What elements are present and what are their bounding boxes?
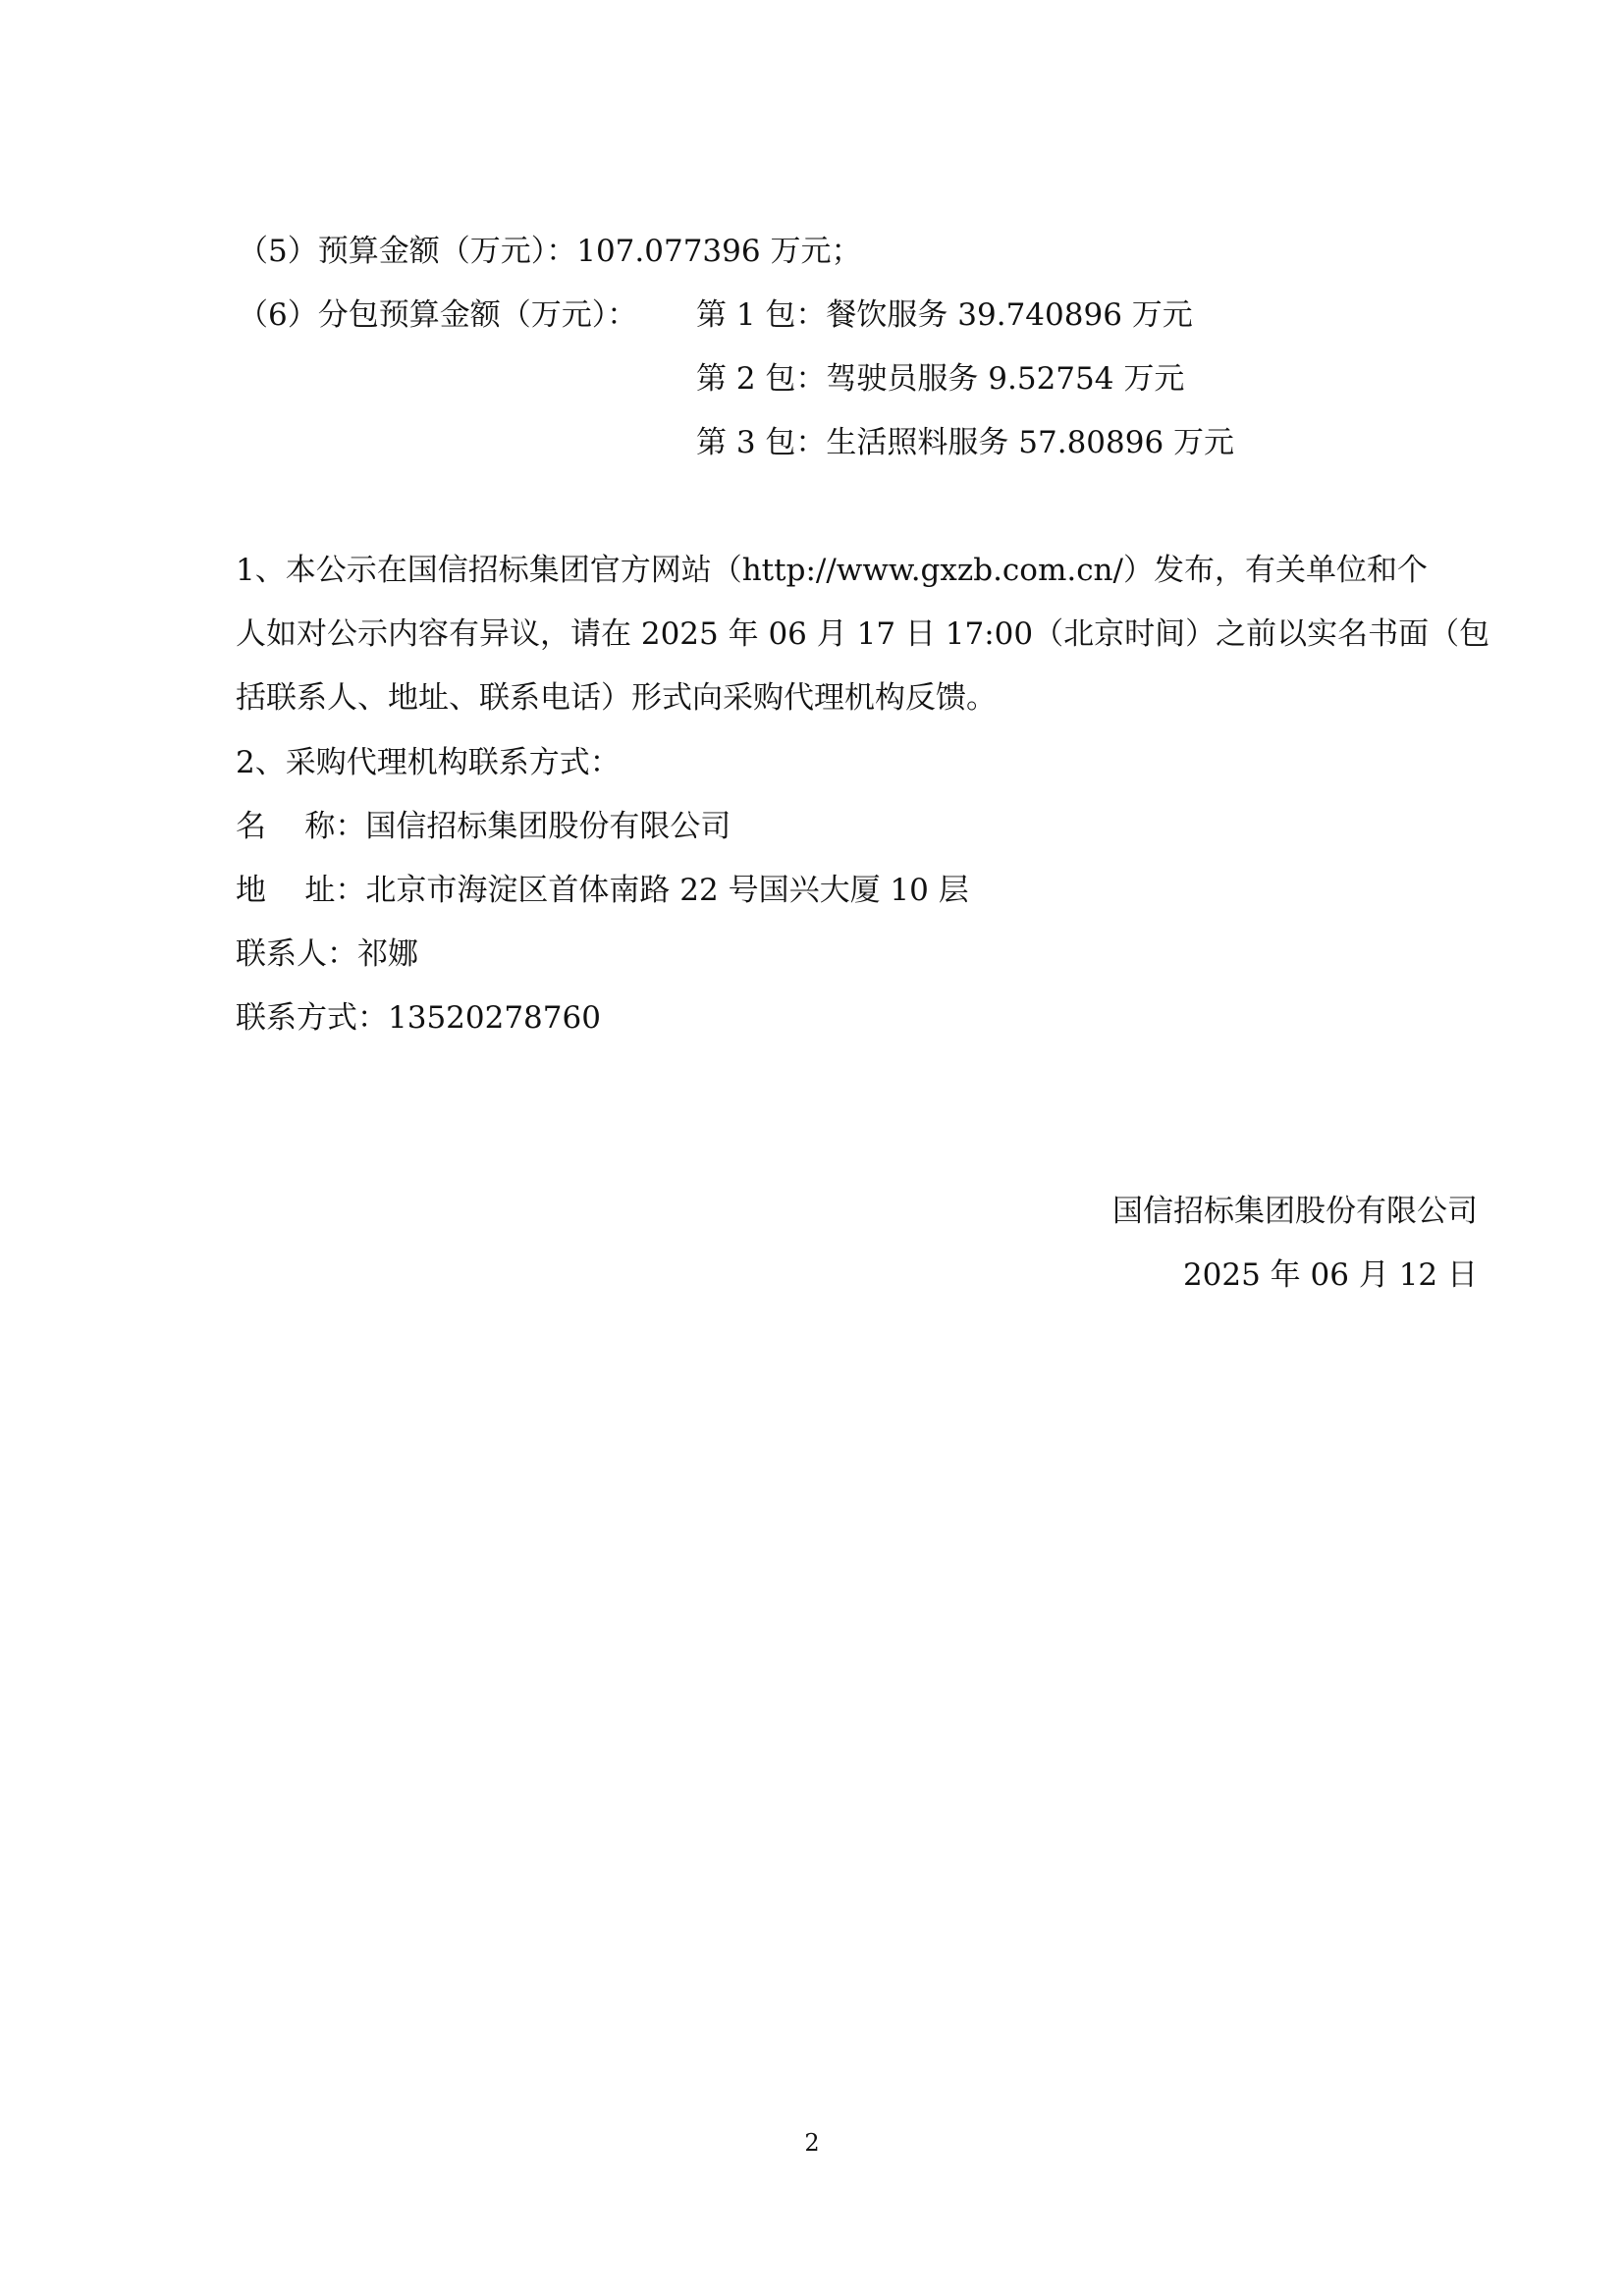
notice-para2: 2、采购代理机构联系方式：: [236, 745, 621, 780]
contact-name-line: 名 称：国信招标集团股份有限公司: [236, 809, 731, 844]
contact-person-line: 联系人：祁娜: [236, 936, 418, 972]
budget-total-line: （5）预算金额（万元）：107.077396 万元；: [238, 234, 862, 269]
package-1-line: 第 1 包：餐饮服务 39.740896 万元: [696, 297, 1193, 333]
notice-para1-line2: 人如对公示内容有异议，请在 2025 年 06 月 17 日 17:00（北京时间）之前以实名书面（包: [236, 616, 1490, 652]
notice-para1-line3: 括联系人、地址、联系电话）形式向采购代理机构反馈。: [236, 680, 997, 716]
package-budget-label: （6）分包预算金额（万元）：: [238, 297, 638, 333]
page-number: 2: [804, 2129, 820, 2157]
contact-phone-line: 联系方式：13520278760: [236, 1000, 601, 1036]
contact-address-line: 地 址：北京市海淀区首体南路 22 号国兴大厦 10 层: [236, 873, 969, 908]
package-2-line: 第 2 包：驾驶员服务 9.52754 万元: [696, 361, 1185, 397]
signature-date: 2025 年 06 月 12 日: [1182, 1257, 1478, 1293]
signature-company: 国信招标集团股份有限公司: [1112, 1194, 1478, 1229]
notice-para1-line1: 1、本公示在国信招标集团官方网站（http://www.gxzb.com.cn/）发布，有关单位和个: [236, 553, 1428, 588]
package-3-line: 第 3 包：生活照料服务 57.80896 万元: [696, 425, 1235, 460]
